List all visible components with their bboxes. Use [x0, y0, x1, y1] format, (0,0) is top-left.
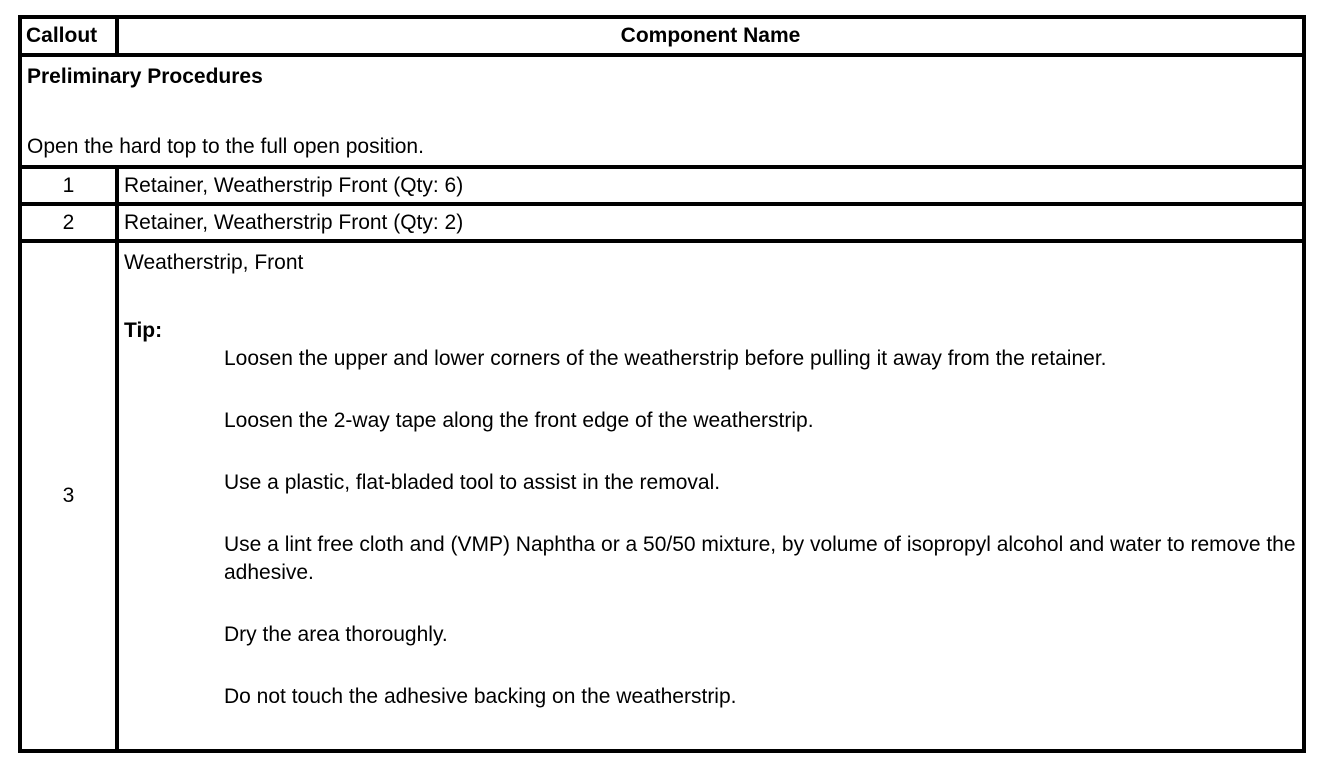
tip-item: Loosen the 2-way tape along the front edge of the weatherstrip. [224, 409, 814, 432]
tip-label: Tip: [124, 319, 163, 342]
tip-item: Do not touch the adhesive backing on the weatherstrip. [224, 685, 737, 708]
preliminary-title: Preliminary Procedures [27, 65, 263, 88]
tip-item: Dry the area thoroughly. [224, 623, 448, 646]
table-row [20, 241, 1304, 751]
component-name: Retainer, Weatherstrip Front (Qty: 6) [117, 167, 1304, 204]
component-name: Retainer, Weatherstrip Front (Qty: 2) [117, 204, 1304, 241]
preliminary-text: Open the hard top to the full open position. [27, 135, 424, 158]
tip-list [124, 345, 1302, 711]
table-header-row [20, 17, 1304, 55]
tip-item: Use a plastic, flat-bladed tool to assist in the removal. [224, 471, 721, 494]
preliminary-cell [20, 55, 1304, 167]
component-name: Weatherstrip, Front [124, 251, 304, 274]
table-row [20, 167, 1304, 204]
component-detail-cell [117, 241, 1304, 751]
preliminary-row [20, 55, 1304, 167]
callout-column-header: Callout [20, 17, 117, 55]
callout-number: 3 [20, 241, 117, 751]
tip-item: Use a lint free cloth and (VMP) Naphtha or a 50/50 mixture, by volume of isopropyl alcohol and water to remove the adhesive. [224, 533, 1296, 584]
table-row [20, 204, 1304, 241]
component-name-column-header: Component Name [117, 17, 1304, 55]
procedure-table [18, 15, 1306, 753]
callout-number: 1 [20, 167, 117, 204]
callout-number: 2 [20, 204, 117, 241]
tip-item: Loosen the upper and lower corners of the weatherstrip before pulling it away from the retainer. [224, 347, 1107, 370]
